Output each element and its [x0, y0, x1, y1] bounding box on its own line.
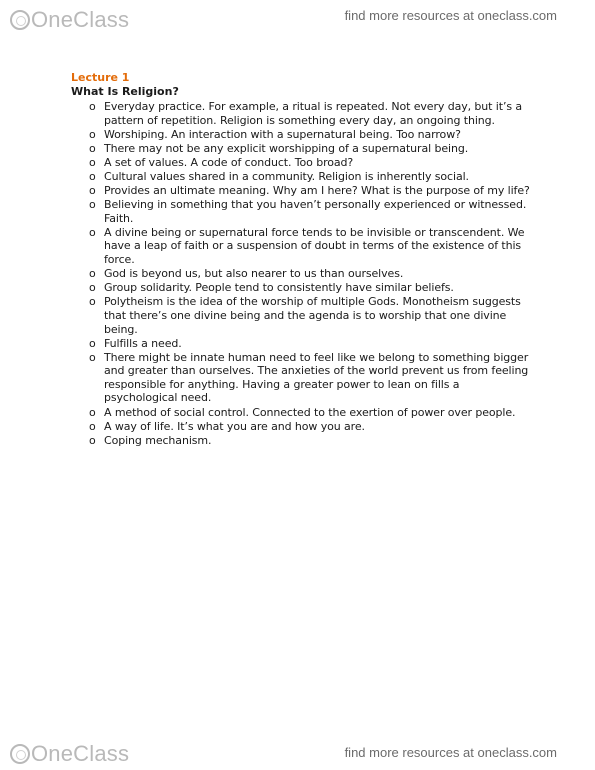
list-item: o There may not be any explicit worshipping of a supernatural being. — [89, 141, 469, 155]
list-item: o Group solidarity. People tend to consistently have similar beliefs. — [89, 281, 454, 295]
list-item: o Polytheism is the idea of the worship of multiple Gods. Monotheism suggests that there’s one divine being and the agenda is to worship that one divine being. — [89, 295, 521, 336]
list-item: o A method of social control. Connected to the exertion of power over people. — [89, 405, 516, 419]
bullet-icon: o — [89, 155, 96, 169]
list-item: o Provides an ultimate meaning. Why am I here? What is the purpose of my life? — [89, 184, 530, 198]
bullet-icon: o — [89, 350, 96, 364]
list-item: o Everyday practice. For example, a ritual is repeated. Not every day, but it’s a pattern of repetition. Religion is something every day, an ongoing thing. — [89, 100, 523, 127]
bullet-icon: o — [89, 100, 96, 113]
list-item: o Coping mechanism. — [89, 433, 212, 447]
oneclass-footer-logo[interactable] — [10, 741, 129, 767]
bullet-icon: o — [89, 127, 96, 141]
bullet-icon: o — [89, 198, 96, 212]
bullet-icon: o — [89, 336, 96, 350]
bullet-icon: o — [89, 405, 96, 419]
logo-text: OneClass — [31, 741, 130, 766]
lecture-notes — [71, 71, 531, 448]
bullet-icon: o — [89, 141, 96, 155]
oneclass-logo-icon — [10, 10, 30, 30]
list-item: o God is beyond us, but also nearer to us than ourselves. — [89, 267, 404, 281]
oneclass-logo-icon — [10, 744, 30, 764]
footer-tagline-link[interactable]: find more resources at oneclass.com — [344, 745, 557, 760]
list-item: o A set of values. A code of conduct. Too broad? — [89, 155, 354, 169]
list-item: o Worshiping. An interaction with a supernatural being. Too narrow? — [89, 127, 461, 141]
bullet-icon: o — [89, 281, 96, 295]
lecture-label: Lecture 1 — [71, 71, 130, 84]
oneclass-logo[interactable] — [10, 7, 129, 33]
list-item: o A way of life. It’s what you are and how you are. — [89, 419, 365, 433]
list-item: o A divine being or supernatural force tends to be invisible or transcendent. We have a leap of faith or a suspension of doubt in terms of the existence of this force. — [89, 225, 525, 267]
notes-list — [71, 100, 531, 447]
list-item: o Fulfills a need. — [89, 336, 182, 350]
bullet-icon: o — [89, 433, 96, 447]
header-tagline-link[interactable]: find more resources at oneclass.com — [344, 8, 557, 23]
bullet-icon: o — [89, 169, 96, 183]
list-item: o There might be innate human need to feel like we belong to something bigger and greater than ourselves. The anxieties of the world prevent us from feeling responsible for anything. Having a greater power to lean on fills a psychological need. — [89, 350, 529, 405]
bullet-icon: o — [89, 419, 96, 433]
section-heading: What Is Religion? — [71, 85, 179, 98]
bullet-icon: o — [89, 184, 96, 198]
bullet-icon: o — [89, 295, 96, 309]
bullet-icon: o — [89, 267, 96, 281]
logo-text: OneClass — [31, 7, 130, 32]
list-item: o Cultural values shared in a community. Religion is inherently social. — [89, 169, 469, 183]
bullet-icon: o — [89, 225, 96, 239]
list-item: o Believing in something that you haven’t personally experienced or witnessed. Faith. — [89, 198, 527, 225]
